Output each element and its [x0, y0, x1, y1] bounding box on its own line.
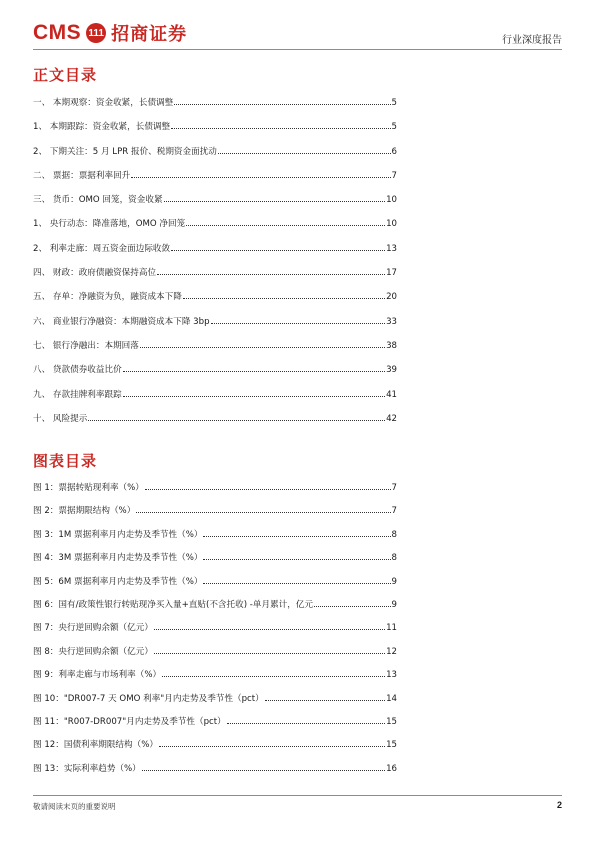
- dot-leader: [154, 653, 385, 654]
- toc-entry-page: 14: [386, 693, 397, 704]
- body-toc-entry[interactable]: [33, 193, 397, 217]
- toc-entry-page: 6: [391, 146, 397, 157]
- figure-toc-entry[interactable]: [33, 598, 397, 621]
- toc-entry-label: 图 13：实际利率趋势（%）: [33, 763, 141, 774]
- toc-entry-label: 图 3：1M 票据利率月内走势及季节性（%）: [33, 529, 203, 540]
- figure-toc-entry[interactable]: [33, 528, 397, 551]
- body-toc-entry[interactable]: [33, 339, 397, 363]
- figure-toc-entry[interactable]: [33, 575, 397, 598]
- toc-entry-page: 15: [386, 716, 397, 727]
- dot-leader: [88, 420, 385, 421]
- toc-entry-label: 2、 下期关注：5 月 LPR 报价、税期资金面扰动: [33, 146, 217, 157]
- toc-entry-label: 图 11："R007-DR007"月内走势及季节性（pct）: [33, 716, 226, 727]
- toc-entry-page: 33: [386, 316, 397, 327]
- toc-entry-label: 图 8：央行逆回购余额（亿元）: [33, 646, 153, 657]
- toc-entry-label: 图 12：国债利率期限结构（%）: [33, 740, 158, 751]
- toc-entry-page: 9: [391, 599, 397, 610]
- dot-leader: [145, 489, 391, 490]
- body-toc-entry[interactable]: [33, 388, 397, 412]
- toc-entry-page: 13: [386, 670, 397, 681]
- toc-entry-label: 图 1：票据转贴现利率（%）: [33, 483, 144, 493]
- toc-entry-label: 三、 货币：OMO 回笼，资金收紧: [33, 195, 163, 206]
- dot-leader: [140, 347, 385, 348]
- toc-entry-page: 5: [391, 98, 397, 108]
- body-toc-title: 正文目录: [33, 66, 98, 84]
- toc-entry-label: 图 2：票据期限结构（%）: [33, 506, 136, 517]
- dot-leader: [174, 104, 390, 105]
- dot-leader: [171, 250, 385, 251]
- toc-entry-page: 7: [391, 483, 397, 493]
- toc-entry-label: 2、 利率走廊：周五资金面边际收敛: [33, 243, 171, 254]
- dot-leader: [203, 536, 390, 537]
- page-header: [33, 14, 562, 50]
- dot-leader: [265, 700, 385, 701]
- toc-entry-page: 15: [386, 740, 397, 751]
- body-toc-entry[interactable]: [33, 290, 397, 314]
- toc-entry-page: 5: [391, 122, 397, 133]
- dot-leader: [123, 396, 385, 397]
- body-toc-entry[interactable]: [33, 169, 397, 193]
- figure-toc-entry[interactable]: [33, 668, 397, 691]
- figure-toc-list: [33, 481, 397, 785]
- toc-entry-page: 9: [391, 576, 397, 587]
- toc-entry-label: 图 9：利率走廊与市场利率（%）: [33, 670, 162, 681]
- figure-toc-entry[interactable]: [33, 692, 397, 715]
- dot-leader: [314, 606, 390, 607]
- toc-entry-label: 1、 央行动态：降准落地，OMO 净回笼: [33, 219, 186, 230]
- dot-leader: [157, 274, 385, 275]
- dot-leader: [203, 583, 390, 584]
- toc-entry-label: 二、 票据：票据利率回升: [33, 170, 131, 181]
- logo-chinese-text: 招商证券: [111, 24, 188, 45]
- toc-entry-page: 11: [386, 623, 397, 634]
- dot-leader: [183, 298, 385, 299]
- body-toc-entry[interactable]: [33, 96, 397, 120]
- toc-entry-label: 图 10："DR007-7 天 OMO 利率"月内走势及季节性（pct）: [33, 693, 264, 704]
- toc-entry-page: 39: [386, 365, 397, 376]
- dot-leader: [123, 371, 385, 372]
- page-number: 2: [556, 800, 562, 810]
- dot-leader: [159, 746, 385, 747]
- toc-entry-page: 7: [391, 506, 397, 517]
- body-toc-entry[interactable]: [33, 217, 397, 241]
- toc-entry-label: 图 5：6M 票据利率月内走势及季节性（%）: [33, 576, 203, 587]
- logo-mark-icon: 111: [86, 23, 106, 43]
- figure-toc-entry[interactable]: [33, 481, 397, 504]
- toc-entry-label: 六、 商业银行净融资：本期融资成本下降 3bp: [33, 316, 210, 327]
- dot-leader: [227, 723, 385, 724]
- toc-entry-page: 8: [391, 553, 397, 564]
- body-toc-entry[interactable]: [33, 242, 397, 266]
- dot-leader: [186, 225, 385, 226]
- figure-toc-entry[interactable]: [33, 621, 397, 644]
- dot-leader: [142, 770, 385, 771]
- report-type-label: 行业深度报告: [502, 35, 562, 46]
- dot-leader: [136, 512, 390, 513]
- footer-divider: [33, 795, 562, 796]
- toc-entry-label: 1、 本期跟踪：资金收紧，长债调整: [33, 122, 171, 133]
- toc-entry-label: 一、 本期观察：资金收紧，长债调整: [33, 98, 174, 108]
- figure-toc-entry[interactable]: [33, 645, 397, 668]
- header-divider: [33, 49, 562, 50]
- toc-entry-page: 7: [391, 170, 397, 181]
- toc-entry-page: 13: [386, 243, 397, 254]
- figure-toc-title: 图表目录: [33, 452, 98, 470]
- figure-toc-entry[interactable]: [33, 738, 397, 761]
- logo-latin-text: CMS: [33, 21, 82, 44]
- toc-entry-label: 八、 贷款债券收益比价: [33, 365, 122, 376]
- toc-entry-page: 20: [386, 292, 397, 303]
- toc-entry-label: 四、 财政：政府债融资保持高位: [33, 268, 157, 279]
- body-toc-entry[interactable]: [33, 363, 397, 387]
- company-logo: [33, 20, 187, 46]
- toc-entry-page: 10: [386, 195, 397, 206]
- dot-leader: [154, 629, 385, 630]
- figure-toc-entry[interactable]: [33, 504, 397, 527]
- toc-entry-page: 42: [386, 413, 397, 424]
- dot-leader: [131, 177, 390, 178]
- toc-entry-label: 图 7：央行逆回购余额（亿元）: [33, 623, 153, 634]
- toc-entry-label: 七、 银行净融出：本期回落: [33, 340, 139, 351]
- dot-leader: [218, 153, 391, 154]
- dot-leader: [203, 559, 390, 560]
- dot-leader: [164, 201, 386, 202]
- toc-entry-page: 10: [386, 219, 397, 230]
- toc-entry-page: 12: [386, 646, 397, 657]
- dot-leader: [211, 323, 386, 324]
- toc-entry-page: 38: [386, 340, 397, 351]
- body-toc-entry[interactable]: [33, 266, 397, 290]
- body-toc-list: [33, 96, 397, 436]
- toc-entry-label: 九、 存款挂牌利率跟踪: [33, 389, 122, 400]
- toc-entry-label: 图 6：国有/政策性银行转贴现净买入量+直贴(不含托收) -单月累计，亿元: [33, 599, 314, 610]
- toc-entry-label: 五、 存单：净融资为负，融资成本下降: [33, 292, 182, 303]
- toc-entry-page: 17: [386, 268, 397, 279]
- body-toc-entry[interactable]: [33, 412, 397, 436]
- footer-disclaimer: 敬请阅读末页的重要说明: [33, 802, 116, 811]
- body-toc-entry[interactable]: [33, 315, 397, 339]
- figure-toc-entry[interactable]: [33, 715, 397, 738]
- toc-entry-label: 十、 风险提示: [33, 413, 88, 424]
- toc-entry-label: 图 4：3M 票据利率月内走势及季节性（%）: [33, 553, 203, 564]
- toc-entry-page: 16: [386, 763, 397, 774]
- dot-leader: [162, 676, 385, 677]
- toc-entry-page: 41: [386, 389, 397, 400]
- figure-toc-entry[interactable]: [33, 762, 397, 785]
- toc-entry-page: 8: [391, 529, 397, 540]
- body-toc-entry[interactable]: [33, 145, 397, 169]
- body-toc-entry[interactable]: [33, 120, 397, 144]
- dot-leader: [171, 128, 390, 129]
- figure-toc-entry[interactable]: [33, 551, 397, 574]
